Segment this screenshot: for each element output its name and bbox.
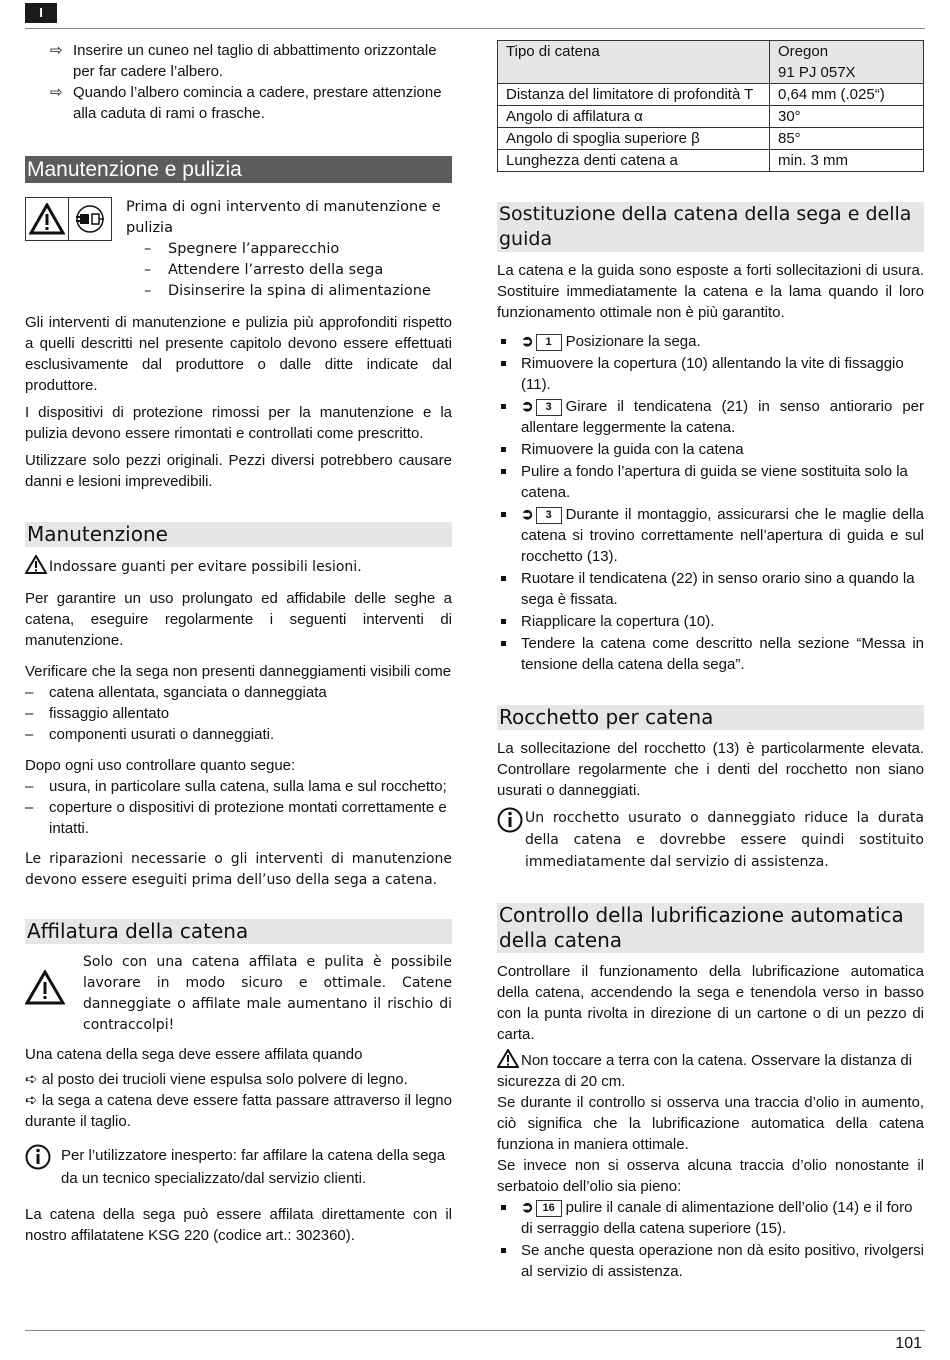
list-item: ➲ 3 Durante il montaggio, assicurarsi che le maglie della catena si trovino correttamente nell’apertura di guida e sul rocchetto (13).: [497, 504, 924, 567]
figure-ref: 16: [536, 1200, 562, 1217]
paragraph: Utilizzare solo pezzi originali. Pezzi diversi potrebbero causare danni e lesioni imprevedibili.: [25, 452, 452, 490]
list-item: Rimuovere la copertura (10) allentando la vite di fissaggio (11).: [497, 353, 924, 395]
list-item: – usura, in particolare sulla catena, sulla lama e sul rocchetto;: [25, 778, 447, 795]
arrow-right-icon: ⇨: [50, 42, 63, 59]
sharpening-warning: Solo con una catena affilata e pulita è possibile lavorare in modo sicuro e ottimale. Catene danneggiate o affilate male aumentano il rischio di contraccolpi!: [25, 952, 452, 1036]
list-item: – Disinserire la spina di alimentazione: [144, 283, 431, 299]
paragraph: La catena e la guida sono esposte a forti sollecitazioni di usura. Sostituire immediatamente la catena e la lama quando il loro funzionamento ottimale non è più garantito.: [497, 262, 924, 321]
list-item: – fissaggio allentato: [25, 705, 170, 722]
list-item: ➲ 1 Posizionare la sega.: [497, 331, 924, 352]
lubrication-steps: [497, 1197, 924, 1282]
table-row: Angolo di affilatura α 30°: [498, 106, 924, 128]
paragraph: La catena della sega può essere affilata direttamente con il nostro affilatatene KSG 220 (codice art.: 302360).: [25, 1206, 452, 1244]
sharpening-info: Per l’utilizzatore inesperto: far affilare la catena della sega da un tecnico specializzato/dal servizio clienti.: [25, 1144, 452, 1190]
paragraph: La sollecitazione del rocchetto (13) è particolarmente elevata. Controllare regolarmente che i denti del rocchetto non siano usurati o danneggiati.: [497, 740, 924, 799]
list-item: – catena allentata, sganciata o danneggiata: [25, 684, 327, 701]
section-title-chain-replacement: Sostituzione della catena della sega e della guida: [497, 202, 924, 252]
paragraph: Una catena della sega deve essere affilata quando: [25, 1046, 363, 1063]
list-item: Pulire a fondo l’apertura di guida se viene sostituita solo la catena.: [497, 461, 924, 503]
list-item: ➲ 3 Girare il tendicatena (21) in senso antiorario per allentare leggermente la catena.: [497, 396, 924, 438]
table-row: Angolo di spoglia superiore β 85°: [498, 128, 924, 150]
see-figure-icon: ➲: [521, 398, 534, 415]
sprocket-info: Un rocchetto usurato o danneggiato riduce la durata della catena e dovrebbe essere quindi sostituito immediatamente dal servizio di assistenza.: [497, 807, 924, 873]
paragraph: Controllare il funzionamento della lubrificazione automatica della catena, accendendo la sega e tenendola verso in basso con la punta rivolta in direzione di un cartone o di un pezzo di carta.: [497, 963, 924, 1043]
list-item: ➪ la sega a catena deve essere fatta passare attraverso il legno durante il taglio.: [25, 1092, 452, 1130]
replacement-steps: [497, 331, 924, 675]
figure-ref: 3: [536, 507, 562, 524]
intro-list: [25, 40, 452, 124]
right-column: [497, 40, 924, 1283]
list-item: Se anche questa operazione non dà esito positivo, rivolgersi al servizio di assistenza.: [497, 1240, 924, 1282]
see-figure-icon: ➲: [521, 333, 534, 350]
paragraph: Dopo ogni uso controllare quanto segue:: [25, 757, 296, 774]
list-item: – coperture o dispositivi di protezione montati correttamente e intatti.: [25, 799, 447, 837]
list-item: ⇨ Inserire un cuneo nel taglio di abbattimento orizzontale per far cadere l’albero.: [50, 42, 437, 80]
maintenance-warning: [25, 197, 452, 302]
gloves-warning: Indossare guanti per evitare possibili lesioni.: [25, 555, 452, 578]
list-item: Rimuovere la guida con la catena: [497, 439, 924, 460]
table-row: Lunghezza denti catena a min. 3 mm: [498, 150, 924, 172]
paragraph: Gli interventi di manutenzione e pulizia più approfonditi rispetto a quelli descritti nel presente capitolo devono essere effettuati esclusivamente dal produttore o dalle ditte indicate dal produttore.: [25, 314, 452, 394]
paragraph: I dispositivi di protezione rimossi per la manutenzione e la pulizia devono essere rimontati e controllati come prescritto.: [25, 404, 452, 442]
list-item: Ruotare il tendicatena (22) in senso orario sino a quando la sega è fissata.: [497, 568, 924, 610]
paragraph: Se invece non si osserva alcuna traccia d’olio nonostante il serbatoio dell’olio sia pieno:: [497, 1157, 924, 1195]
warning-triangle-icon: [26, 198, 69, 240]
arrow-right-icon: ➪: [25, 1092, 42, 1109]
list-item: Tendere la catena come descritto nella sezione “Messa in tensione della catena della sega”.: [497, 633, 924, 675]
info-icon: [497, 807, 525, 839]
list-item: – Attendere l’arresto della sega: [144, 262, 384, 278]
list-item: – Spegnere l’apparecchio: [144, 241, 340, 257]
section-title-sharpening: Affilatura della catena: [25, 919, 452, 944]
arrow-right-icon: ⇨: [50, 84, 63, 101]
paragraph: Per garantire un uso prolungato ed affidabile delle seghe a catena, eseguire regolarmente i seguenti interventi di manutenzione.: [25, 590, 452, 649]
damage-list: [25, 682, 452, 745]
list-item: ➪ al posto dei trucioli viene espulsa solo polvere di legno.: [25, 1071, 408, 1088]
section-title-maintenance: Manutenzione: [25, 522, 452, 547]
check-list: [25, 776, 452, 839]
paragraph: Se durante il controllo si osserva una traccia d’olio in aumento, ciò significa che la lubrificazione automatica della catena funziona in maniera ottimale.: [497, 1094, 924, 1153]
maintenance-lead: Prima di ogni intervento di manutenzione e pulizia: [126, 199, 441, 236]
list-item: Riapplicare la copertura (10).: [497, 611, 924, 632]
figure-ref: 3: [536, 399, 562, 416]
distance-warning: Non toccare a terra con la catena. Osservare la distanza di sicurezza di 20 cm.: [497, 1049, 924, 1092]
section-title-sprocket: Rocchetto per catena: [497, 705, 924, 730]
warning-triangle-icon: [25, 952, 83, 1011]
paragraph: Verificare che la sega non presenti danneggiamenti visibili come: [25, 663, 452, 680]
repairs-note: Le riparazioni necessarie o gli interventi di manutenzione devono essere eseguiti prima dell’uso della sega a catena.: [25, 851, 452, 888]
left-column: [25, 40, 452, 1252]
table-row: Distanza del limitatore di profondità T 0,64 mm (.025“): [498, 84, 924, 106]
arrow-right-icon: ➪: [25, 1071, 42, 1088]
info-icon: [25, 1144, 61, 1176]
bottom-rule: [25, 1330, 925, 1331]
maintenance-steps: [144, 239, 452, 302]
section-title-maintenance-cleaning: Manutenzione e pulizia: [25, 156, 452, 183]
unplug-icon: [69, 198, 111, 240]
figure-ref: 1: [536, 334, 562, 351]
chain-spec-table: [497, 40, 924, 172]
see-figure-icon: ➲: [521, 1199, 534, 1216]
warning-triangle-icon: [497, 1049, 519, 1068]
list-item: ⇨ Quando l’albero comincia a cadere, prestare attenzione alla caduta di rami o frasche.: [50, 84, 442, 122]
table-row: Tipo di catena Oregon 91 PJ 057X: [498, 41, 924, 84]
list-item: ➲ 16 pulire il canale di alimentazione dell’olio (14) e il foro di serraggio della catena superiore (15).: [497, 1197, 924, 1239]
list-item: – componenti usurati o danneggiati.: [25, 726, 275, 743]
top-rule: [25, 28, 925, 29]
language-tab: I: [25, 3, 57, 23]
page-number: 101: [895, 1335, 922, 1352]
section-title-lubrication: Controllo della lubrificazione automatica della catena: [497, 903, 924, 953]
see-figure-icon: ➲: [521, 506, 534, 523]
sharpening-conditions: [25, 1069, 452, 1132]
warning-triangle-icon: [25, 555, 47, 574]
